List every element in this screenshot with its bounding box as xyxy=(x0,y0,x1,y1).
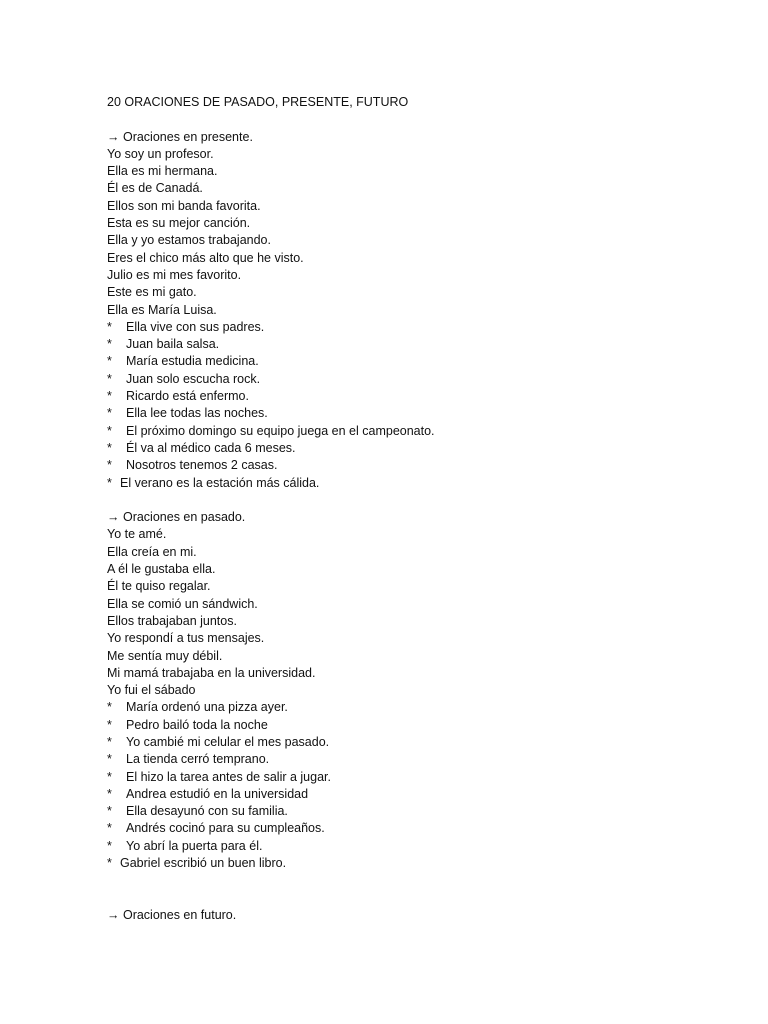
sentence: Eres el chico más alto que he visto. xyxy=(107,250,304,265)
bullet-text: María ordenó una pizza ayer. xyxy=(126,700,288,715)
bullet-marker: * xyxy=(107,700,112,715)
sentence: Yo respondí a tus mensajes. xyxy=(107,631,265,646)
bullet-item xyxy=(107,699,727,716)
bullet-marker: * xyxy=(107,458,112,473)
bullet-item xyxy=(107,769,727,786)
bullet-item xyxy=(107,734,727,751)
bullet-marker: * xyxy=(107,354,112,369)
bullet-text: Ella vive con sus padres. xyxy=(126,319,265,334)
bullet-text: Él va al médico cada 6 meses. xyxy=(126,440,296,455)
bullet-text: La tienda cerró temprano. xyxy=(126,752,270,767)
sentence: Julio es mi mes favorito. xyxy=(107,267,242,282)
bullet-text: El verano es la estación más cálida. xyxy=(120,475,320,490)
sentence: Él es de Canadá. xyxy=(107,181,203,196)
bullet-text: Gabriel escribió un buen libro. xyxy=(120,856,287,871)
spacer xyxy=(107,872,727,907)
bullet-marker: * xyxy=(107,389,112,404)
bullet-marker: * xyxy=(107,406,112,421)
sentence: Esta es su mejor canción. xyxy=(107,216,251,231)
bullet-item xyxy=(107,855,727,872)
bullet-item xyxy=(107,820,727,837)
bullet-marker: * xyxy=(107,856,112,871)
bullet-marker: * xyxy=(107,838,112,853)
bullet-marker: * xyxy=(107,786,112,801)
section-heading: → Oraciones en pasado. xyxy=(107,510,246,525)
bullet-text: Pedro bailó toda la noche xyxy=(126,717,268,732)
bullet-marker: * xyxy=(107,804,112,819)
bullet-marker: * xyxy=(107,717,112,732)
sentence: Mi mamá trabajaba en la universidad. xyxy=(107,665,316,680)
bullet-item xyxy=(107,423,727,440)
bullet-text: Ricardo está enfermo. xyxy=(126,389,249,404)
spacer xyxy=(107,111,727,128)
bullet-marker: * xyxy=(107,423,112,438)
bullet-text: Juan solo escucha rock. xyxy=(126,371,261,386)
sentence: Yo soy un profesor. xyxy=(107,146,214,161)
bullet-marker: * xyxy=(107,440,112,455)
bullet-text: Yo cambié mi celular el mes pasado. xyxy=(126,734,330,749)
bullet-item xyxy=(107,838,727,855)
section-futuro xyxy=(107,907,727,924)
section-pasado xyxy=(107,509,727,872)
sentence: Yo te amé. xyxy=(107,527,167,542)
sentence: A él le gustaba ella. xyxy=(107,562,216,577)
bullet-text: Ella desayunó con su familia. xyxy=(126,804,288,819)
document-title: 20 ORACIONES DE PASADO, PRESENTE, FUTURO xyxy=(107,95,409,109)
bullet-item xyxy=(107,786,727,803)
bullet-item xyxy=(107,457,727,474)
bullet-item xyxy=(107,717,727,734)
bullet-marker: * xyxy=(107,734,112,749)
bullet-marker: * xyxy=(107,319,112,334)
sentence: Yo fui el sábado xyxy=(107,683,196,698)
bullet-marker: * xyxy=(107,821,112,836)
document-page xyxy=(107,94,727,924)
sentence: Ella es mi hermana. xyxy=(107,164,218,179)
bullet-item xyxy=(107,353,727,370)
spacer xyxy=(107,492,727,509)
bullet-item xyxy=(107,751,727,768)
bullet-text: Nosotros tenemos 2 casas. xyxy=(126,458,278,473)
bullet-item xyxy=(107,371,727,388)
bullet-item xyxy=(107,388,727,405)
bullet-text: El hizo la tarea antes de salir a jugar. xyxy=(126,769,331,784)
bullet-item xyxy=(107,405,727,422)
bullet-item xyxy=(107,319,727,336)
bullet-item xyxy=(107,440,727,457)
sentence: Me sentía muy débil. xyxy=(107,648,223,663)
sentence: Este es mi gato. xyxy=(107,285,197,300)
bullet-text: Juan baila salsa. xyxy=(126,337,220,352)
bullet-text: Andrés cocinó para su cumpleaños. xyxy=(126,821,325,836)
bullet-text: El próximo domingo su equipo juega en el campeonato. xyxy=(126,423,435,438)
bullet-item xyxy=(107,803,727,820)
bullet-text: Yo abrí la puerta para él. xyxy=(126,838,263,853)
sentence: Ellos trabajaban juntos. xyxy=(107,613,237,628)
bullet-item xyxy=(107,336,727,353)
bullet-text: Andrea estudió en la universidad xyxy=(126,786,309,801)
sentence: Ellos son mi banda favorita. xyxy=(107,198,261,213)
section-presente xyxy=(107,129,727,492)
bullet-text: Ella lee todas las noches. xyxy=(126,406,268,421)
sentence: Ella y yo estamos trabajando. xyxy=(107,233,271,248)
bullet-item xyxy=(107,475,727,492)
section-heading: → Oraciones en presente. xyxy=(107,129,253,144)
sentence: Ella creía en mi. xyxy=(107,544,197,559)
bullet-marker: * xyxy=(107,752,112,767)
sentence: Él te quiso regalar. xyxy=(107,579,211,594)
bullet-text: María estudia medicina. xyxy=(126,354,259,369)
bullet-marker: * xyxy=(107,769,112,784)
section-heading: → Oraciones en futuro. xyxy=(107,907,237,922)
bullet-marker: * xyxy=(107,475,112,490)
bullet-marker: * xyxy=(107,371,112,386)
bullet-marker: * xyxy=(107,337,112,352)
sentence: Ella se comió un sándwich. xyxy=(107,596,258,611)
sentence: Ella es María Luisa. xyxy=(107,302,217,317)
